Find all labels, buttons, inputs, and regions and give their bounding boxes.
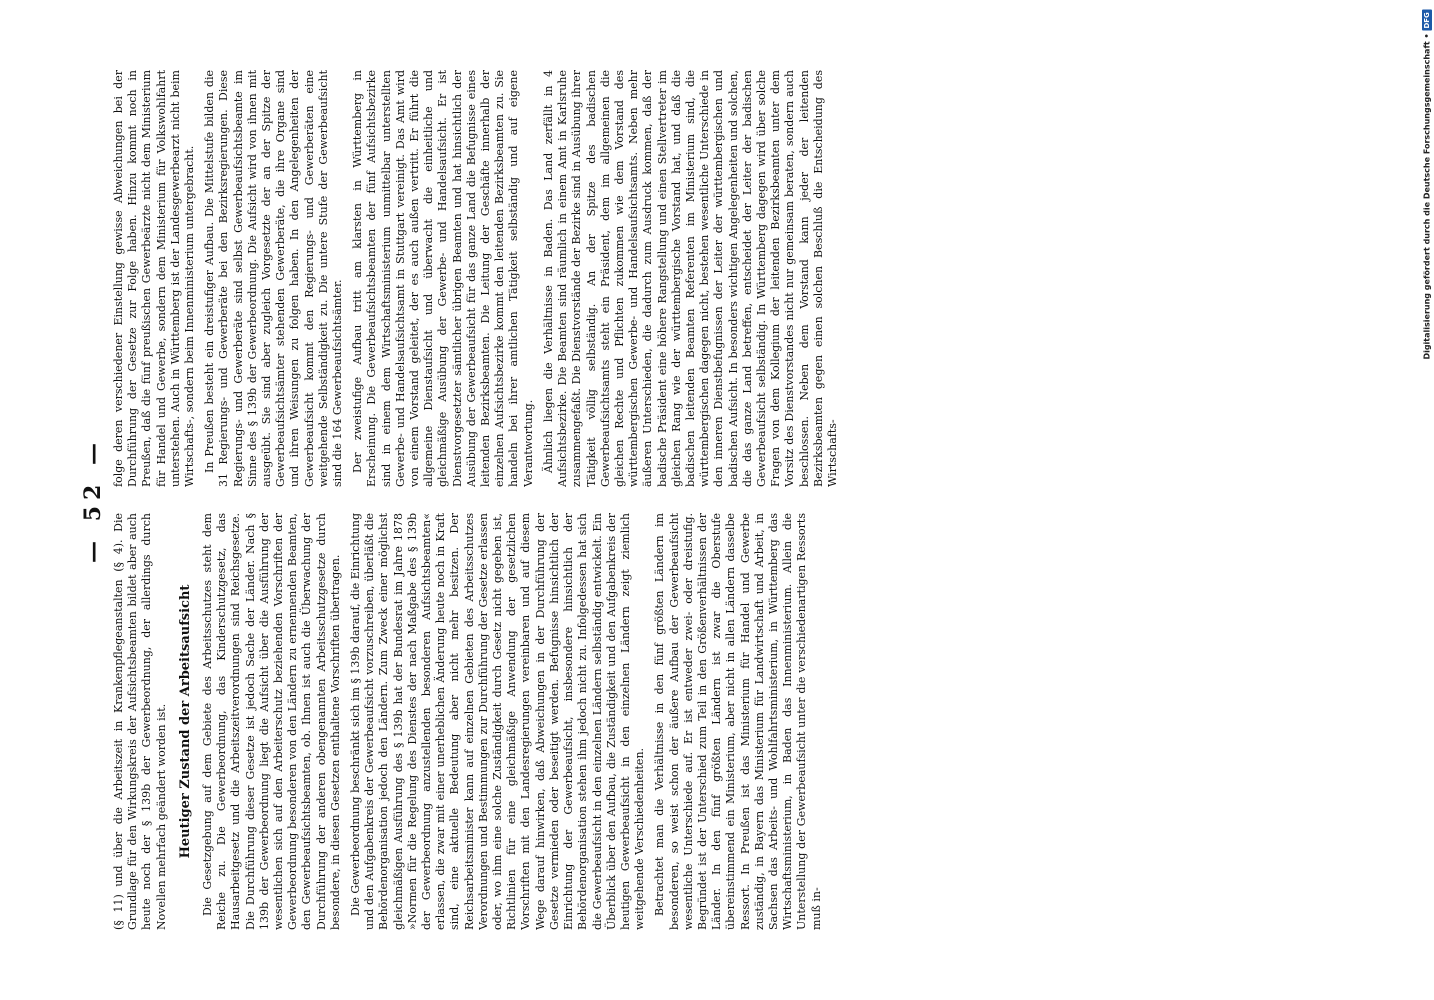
left-paragraph-2: Die Gesetzgebung auf dem Gebiete des Arbeitsschutzes steht dem Reiche zu. Die Gewerbeordnung, das Kinderschutzgesetz, das Hausarbeitgesetz und die Arbeitszeitverordnungen sind Reichsgesetze. Die Durchführung dieser Gesetze ist jedoch Sache der Länder. Nach § 139b der Gewerbeordnung liegt die Aufsicht über die Ausführung der wesentlichen sich auf den Arbeiterschutz beziehenden Vorschriften der Gewerbeordnung besonderen von den Ländern zu ernennenden Beamten, den Gewerbeaufsichtsbeamten, ob. Ihnen ist auch die Überwachung der Durchführung der anderen obengenannten Arbeitsschutzgesetze durch besondere, in diesen Gesetzen enthaltene Vorschriften übertragen. [201, 513, 342, 930]
left-paragraph-3: Die Gewerbeordnung beschränkt sich im § 139b darauf, die Einrichtung und den Aufgabenkreis der Gewerbeaufsicht vorzuschreiben, überläßt die Behördenorganisation jedoch den Ländern. Zum Zweck einer möglichst gleichmäßigen Ausführung des § 139b hat der Bundesrat im Jahre 1878 »Normen für die Regelung des Dienstes der nach Maßgabe des § 139b der Gewerbeordnung anzustellenden besonderen Aufsichtsbeamten« erlassen, die zwar mit einer unerheblichen Änderung heute noch in Kraft sind, eine aktuelle Bedeutung aber nicht mehr besitzen. Der Reichsarbeitsminister kann auf einzelnen Gebieten des Arbeitsschutzes Verordnungen und Bestimmungen zur Durchführung der Gesetze erlassen oder, wo ihm eine solche Zuständigkeit durch Gesetz nicht gegeben ist, Richtlinien für eine gleichmäßige Anwendung der gesetzlichen Vorschriften mit den Landesregierungen vereinbaren und auf diesem Wege darauf hinwirken, daß Abweichungen in der Durchführung der Gesetze vermieden oder beseitigt werden. Befugnisse hinsichtlich der Einrichtung der Gewerbeaufsicht, insbesondere hinsichtlich der Behördenorganisation stehen ihm jedoch nicht zu. Infolgedessen hat sich die Gewerbeaufsicht in den einzelnen Ländern selbständig entwickelt. Ein Überblick über den Aufbau, die Zuständigkeit und den Aufgabenkreis der heutigen Gewerbeaufsicht in den einzelnen Ländern zeigt ziemlich weitgehende Verschiedenheiten. [349, 513, 647, 930]
page-number: — 52 — [80, 437, 106, 563]
left-column [112, 513, 1350, 930]
right-paragraph-1: folge deren verschiedener Einstellung gewisse Abweichungen bei der Durchführung der Gesetze zur Folge haben. Hinzu kommt noch in Preußen, daß die fünf preußischen Gewerbeärzte nicht dem Ministerium für Handel und Gewerbe, sondern dem Ministerium für Volkswohlfahrt unterstehen. Auch in Württemberg ist der Landesgewerbearzt nicht beim Wirtschafts-, sondern beim Innenministerium untergebracht. [112, 70, 197, 487]
section-heading: Heutiger Zustand der Arbeitsaufsicht [177, 584, 193, 859]
left-paragraph-1: (§ 11) und über die Arbeitszeit in Krankenpflegeanstalten (§ 4). Die Grundlage für den Wirkungskreis der Aufsichtsbeamten bildet aber auch heute noch der § 139b der Gewerbeordnung, der allerdings durch Novellen mehrfach geändert worden ist. [112, 513, 168, 930]
left-paragraph-4: Betrachtet man die Verhältnisse in den fünf größten Ländern im besonderen, so weist schon der äußere Aufbau der Gewerbeaufsicht wesentliche Unterschiede auf. Er ist entweder zwei- oder dreistufig. Begründet ist der Unterschied zum Teil in den Größenverhältnissen der Länder. In den fünf größten Ländern ist zwar die Oberstufe übereinstimmend ein Ministerium, aber nicht in allen Ländern dasselbe Ressort. In Preußen ist das Ministerium für Handel und Gewerbe zuständig, in Bayern das Ministerium für Landwirtschaft und Arbeit, in Sachsen das Arbeits- und Wohlfahrtsministerium, in Württemberg das Wirtschaftsministerium, in Baden das Innenministerium. Allein die Unterstellung der Gewerbeaufsicht unter die verschiedenartigen Ressorts muß in- [653, 513, 823, 930]
right-paragraph-4: Ähnlich liegen die Verhältnisse in Baden. Das Land zerfällt in 4 Aufsichtsbezirke. Die Beamten sind räumlich in einem Amt in Karlsruhe zusammengefaßt. Die Dienstvorstände der Bezirke sind in Ausübung ihrer Tätigkeit völlig selbständig. An der Spitze des badischen Gewerbeaufsichtsamts steht ein Präsident, dem im allgemeinen die gleichen Rechte und Pflichten zukommen wie dem Vorstand des württembergischen Gewerbe- und Handelsaufsichtsamts. Neben mehr äußeren Unterschieden, die dadurch zum Ausdruck kommen, daß der badische Präsident eine höhere Rangstellung und einen Stellvertreter im gleichen Rang wie der württembergische Vorstand hat, und daß die badischen leitenden Beamten Referenten im Ministerium sind, die württembergischen dagegen nicht, bestehen wesentliche Unterschiede in den inneren Dienstbefugnissen der Leiter der württembergischen und badischen Aufsicht. In besonders wichtigen Angelegenheiten und solchen, die das ganze Land betreffen, entscheidet der Leiter der badischen Gewerbeaufsicht selbständig. In Württemberg dagegen wird über solche Fragen von dem Kollegium der leitenden Bezirksbeamten unter dem Vorsitz des Dienstvorstandes nicht nur gemeinsam beraten, sondern auch beschlossen. Neben dem Vorstand kann jeder der leitenden Bezirksbeamten gegen einen solchen Beschluß die Entscheidung des Wirtschafts- [541, 70, 839, 487]
right-paragraph-2: In Preußen besteht ein dreistufiger Aufbau. Die Mittelstufe bilden die 31 Regierungs- und Gewerberäte bei den Bezirksregierungen. Diese Regierungs- und Gewerberäte sind selbst Gewerbeaufsichtsbeamte im Sinne des § 139b der Gewerbeordnung. Die Aufsicht wird von ihnen mit ausgeübt. Sie sind aber zugleich Vorgesetzte der an der Spitze der Gewerbeaufsichtsämter stehenden Gewerberäte, die ihre Organe sind und ihren Weisungen zu folgen haben. In den Angelegenheiten der Gewerbeaufsicht kommt den Regierungs- und Gewerberäten eine weitgehende Selbständigkeit zu. Die untere Stufe der Gewerbeaufsicht sind die 164 Gewerbeaufsichtsämter. [203, 70, 345, 487]
rotated-page [72, 60, 1362, 940]
right-paragraph-3: Der zweistufige Aufbau tritt am klarsten in Württemberg in Erscheinung. Die Gewerbeaufsichtsbeamten der fünf Aufsichtsbezirke sind in einem dem Wirtschaftsministerium unmittelbar unterstellten Gewerbe- und Handelsaufsichtsamt in Stuttgart vereinigt. Das Amt wird von einem Vorstand geleitet, der es auch außen vertritt. Er führt die allgemeine Dienstaufsicht und überwacht die einheitliche und gleichmäßige Ausübung der Gewerbe- und Handelsaufsicht. Er ist Dienstvorgesetzter sämtlicher übrigen Beamten und hat hinsichtlich der Ausübung der Gewerbeaufsicht für das ganze Land die Befugnisse eines leitenden Bezirksbeamten. Die Leitung der Geschäfte innerhalb der einzelnen Aufsichtsbezirke kommt den leitenden Bezirksbeamten zu. Sie handeln bei ihrer amtlichen Tätigkeit selbständig und auf eigene Verantwortung. [351, 70, 535, 487]
text-columns [112, 70, 1350, 930]
digitization-text: Digitalisierung gefördert durch die Deutsche Forschungsgemeinschaft • [1422, 33, 1432, 360]
dfg-logo: DFG [1423, 12, 1431, 29]
right-column [112, 70, 1350, 487]
digitization-note [1422, 10, 1432, 360]
